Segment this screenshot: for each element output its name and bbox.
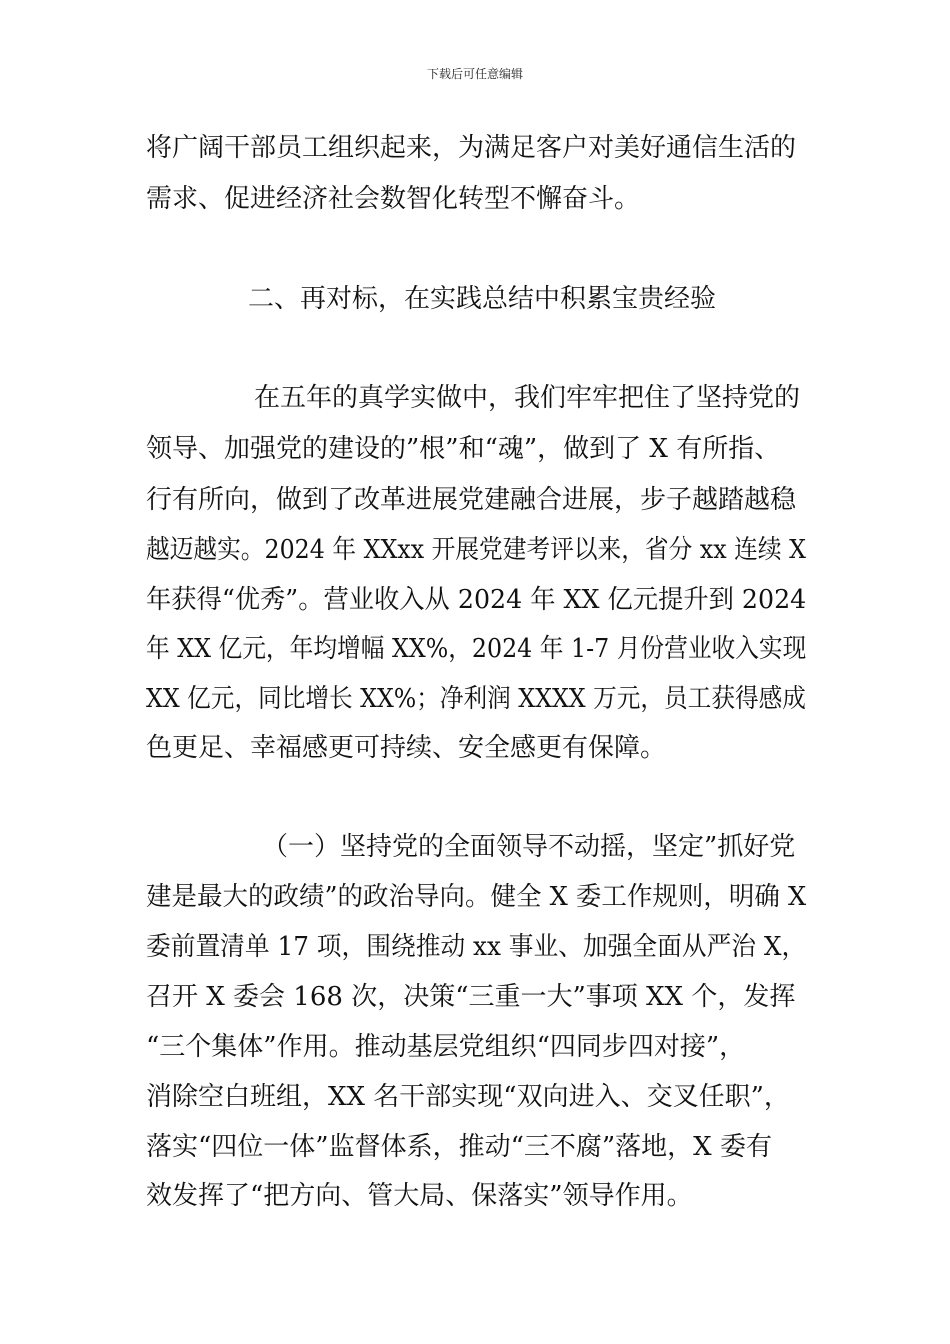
- text-line-7: 年获得“优秀”。营业收入从 2024 年 XX 亿元提升到 2024: [146, 585, 807, 615]
- text-line-5: 行有所向，做到了改革进展党建融合进展，步子越踏越稳: [146, 485, 797, 515]
- text-line-11: （一）坚持党的全面领导不动摇，坚定”抓好党: [262, 832, 796, 862]
- text-line-16: 消除空白班组，XX 名干部实现“双向进入、交叉任职”，: [146, 1082, 790, 1112]
- text-line-14: 召开 X 委会 168 次，决策“三重一大”事项 XX 个，发挥: [146, 982, 796, 1012]
- text-line-9: XX 亿元，同比增长 XX%；净利润 XXXX 万元，员工获得感成: [146, 684, 806, 714]
- text-line-6: 越迈越实。2024 年 XXxx 开展党建考评以来，省分 xx 连续 X: [146, 535, 806, 565]
- text-line-1: 将广阔干部员工组织起来，为满足客户对美好通信生活的: [146, 133, 797, 163]
- text-line-8: 年 XX 亿元，年均增幅 XX%，2024 年 1-7 月份营业收入实现: [146, 634, 807, 664]
- section-heading: 二、再对标，在实践总结中积累宝贵经验: [248, 284, 717, 314]
- page-header-note: 下载后可任意编辑: [426, 67, 523, 81]
- text-line-17: 落实“四位一体”监督体系，推动“三不腐”落地，X 委有: [146, 1132, 772, 1162]
- text-line-12: 建是最大的政绩”的政治导向。健全 X 委工作规则，明确 X: [146, 882, 807, 912]
- text-line-10: 色更足、幸福感更可持续、安全感更有保障。: [146, 733, 667, 763]
- text-line-2: 需求、促进经济社会数智化转型不懈奋斗。: [146, 184, 641, 214]
- text-line-18: 效发挥了“把方向、管大局、保落实”领导作用。: [146, 1181, 693, 1211]
- text-line-13: 委前置清单 17 项，围绕推动 xx 事业、加强全面从严治 X，: [146, 932, 807, 962]
- text-line-4: 领导、加强党的建设的”根”和“魂”，做到了 X 有所指、: [146, 434, 781, 464]
- text-line-15: “三个集体”作用。推动基层党组织“四同步四对接”，: [146, 1032, 746, 1062]
- text-line-3: 在五年的真学实做中，我们牢牢把住了坚持党的: [254, 383, 801, 413]
